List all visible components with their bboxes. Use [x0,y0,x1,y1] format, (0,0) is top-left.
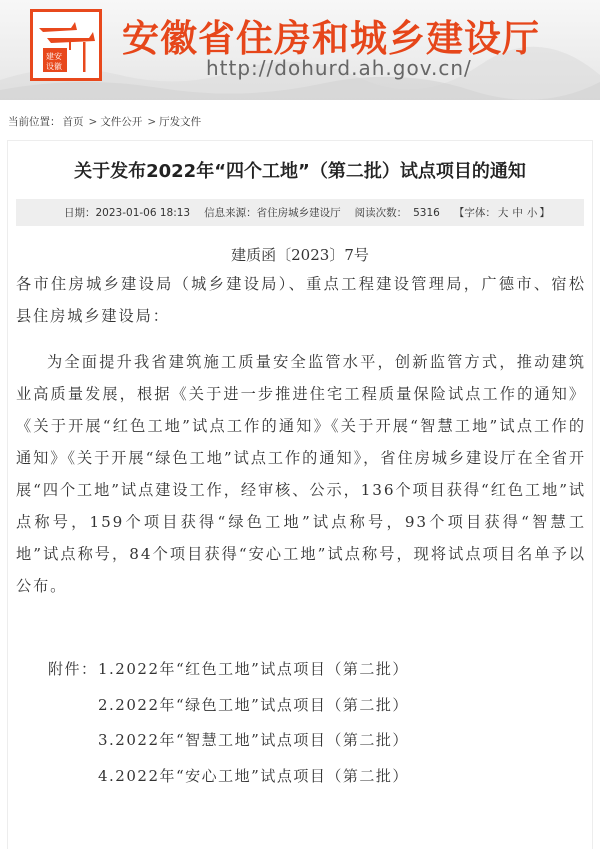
publish-date: 日期：2023-01-06 18:13 [64,207,191,219]
svg-text:设徽: 设徽 [46,62,62,71]
info-source: 信息来源：省住房城乡建设厅 [204,207,341,219]
attachments-label: 附件： [48,660,98,678]
article-meta-bar [16,199,584,226]
attachment-green-site[interactable]: 2.2022年“绿色工地”试点项目（第二批） [98,695,409,714]
svg-text:建安: 建安 [46,52,62,61]
site-title: 安徽省住房和城乡建设厅 [122,17,540,60]
breadcrumb-file-public[interactable]: 文件公开 [100,116,143,128]
site-header [0,0,600,100]
document-number: 建质函〔2023〕7号 [231,246,369,264]
article-title: 关于发布2022年“四个工地”（第二批）试点项目的通知 [74,161,526,182]
recipients-paragraph: 各市住房城乡建设局（城乡建设局）、重点工程建设管理局，广德市、宿松县住房城乡建设局： [16,275,586,325]
attachments-list [48,652,409,794]
breadcrumb-home[interactable]: 首页 [62,116,84,128]
gate-logo-icon [33,12,99,78]
attachment-smart-site[interactable]: 3.2022年“智慧工地”试点项目（第二批） [98,731,409,749]
font-size-control [454,205,550,220]
font-size-label: 【字体： [453,207,496,219]
attachment-safe-site[interactable]: 4.2022年“安心工地”试点项目（第二批） [98,766,409,785]
font-size-large-button[interactable]: 大 [497,207,509,219]
views-label: 阅读次数： [354,207,408,219]
breadcrumb-separator: > [147,116,157,128]
font-size-small-button[interactable]: 小 [526,207,538,219]
attachment-red-site[interactable]: 1.2022年“红色工地”试点项目（第二批） [98,660,409,678]
site-url: http://dohurd.ah.gov.cn/ [206,56,472,80]
body-paragraph: 为全面提升我省建筑施工质量安全监管水平，创新监管方式，推动建筑业高质量发展，根据《关于进一步推进住宅工程质量保险试点工作的通知》《关于开展“红色工地”试点工作的通知》《关于开展“智慧工地”试点工作的通知》《关于开展“绿色工地”试点工作的通知》，省住房城乡建设厅在全省开展“四个工地”试点建设工作，经审核、公示，136个项目获得“红色工地”试点称号，159个项目获得“绿色工地”试点称号，93个项目获得“智慧工地”试点称号，84个项目获得“安心工地”试点称号，现将试点项目名单予以公布。 [16,353,586,595]
site-logo[interactable] [30,9,102,81]
font-size-medium-button[interactable]: 中 [512,207,523,219]
breadcrumb-dept-files[interactable]: 厅发文件 [159,116,202,128]
font-size-close: 】 [539,207,550,219]
breadcrumb [8,114,203,129]
breadcrumb-separator: > [88,116,98,128]
views-count: 5316 [413,206,440,219]
breadcrumb-label: 当前位置： [8,116,61,128]
